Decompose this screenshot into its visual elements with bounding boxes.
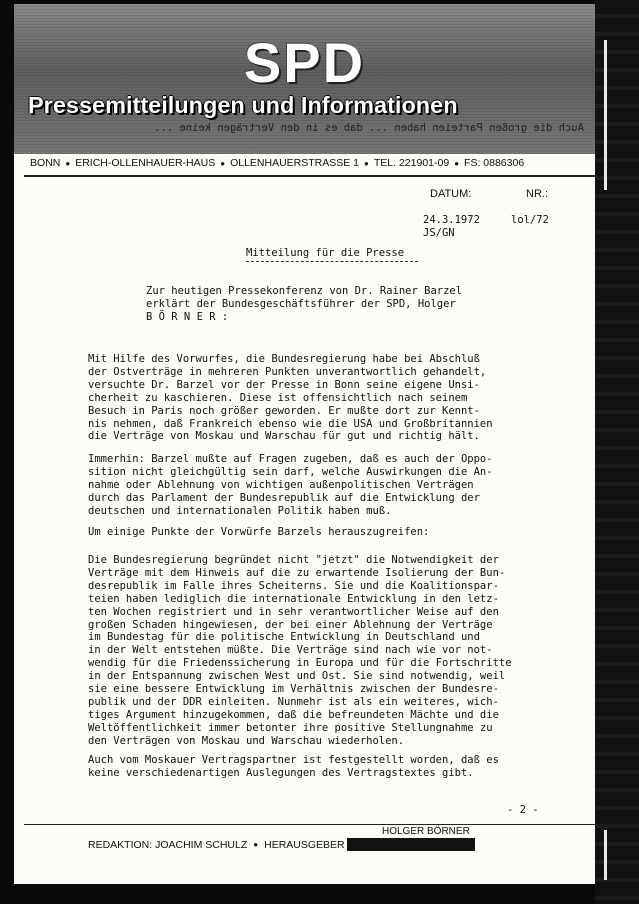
body-paragraph-2: Immerhin: Barzel mußte auf Fragen zugeben, daß es auch der Oppo- sition nicht gleichgültig sein darf, welche Auswirkungen die An- nahme oder Ablehnung von wichtigen außenpolitischen Verträgen durch das Parlament der Bundesrepublik auf die Entwicklung der deutschen und internationalen Politik haben muß. (88, 453, 493, 517)
address-bar (30, 157, 590, 169)
bullet-separator: ● (253, 840, 259, 849)
release-date: 24.3.1972 (423, 214, 480, 226)
body-paragraph-5: Auch vom Moskauer Vertragspartner ist festgestellt worden, daß es keine verschiedenartigen Auslegungen des Vertragstextes gibt. (88, 754, 499, 779)
release-number: lol/72 (511, 214, 549, 226)
letterhead-title: Pressemitteilungen und Informationen (28, 92, 458, 118)
nr-label: NR.: (526, 188, 548, 200)
spd-logo: SPD (243, 31, 366, 94)
typist-initials: JS/GN (423, 227, 455, 239)
document-heading: Mitteilung für die Presse (246, 247, 405, 259)
press-release-page (14, 4, 595, 884)
address-telex: FS: 0886306 (464, 157, 525, 169)
scan-edge (595, 0, 639, 904)
header-rule (24, 175, 595, 177)
heading-underline (246, 261, 418, 262)
redaction-bar (347, 838, 475, 851)
footer-herausgeber: HERAUSGEBER (264, 838, 345, 851)
signer-name: HOLGER BÖRNER (382, 826, 470, 837)
bullet-separator: ● (220, 158, 226, 168)
bullet-separator: ● (364, 158, 369, 168)
scan-edge-highlight (604, 40, 607, 190)
body-paragraph-1: Mit Hilfe des Vorwurfes, die Bundesregierung habe bei Abschluß der Ostverträge in mehreren Punkten unverantwortlich gehandelt, versuchte Dr. Barzel vor der Presse in Bonn seine eigene Unsi- cherheit zu kaschieren. Diese ist offensichtlich nach seinem Besuch in Paris noch größer geworden. Er mußte dort zur Kennt- nis nehmen, daß Frankreich ebenso wie die USA und Großbritannien die Verträge von Moskau und Warschau für gut und richtig hält. (88, 353, 493, 443)
address-phone: TEL. 221901-09 (373, 157, 450, 169)
intro-paragraph: Zur heutigen Pressekonferenz von Dr. Rainer Barzel erklärt der Bundesgeschäftsführer der SPD, Holger B Ö R N E R : (146, 285, 463, 323)
address-building: ERICH-OLLENHAUER-HAUS (75, 157, 216, 169)
bullet-separator: ● (65, 158, 71, 168)
footer-rule (24, 824, 595, 825)
datum-label: DATUM: (430, 188, 472, 200)
mirrored-bleed-text: Auch die großen Parteien haben ... dab es in den Verträgen keine ... (154, 122, 584, 134)
address-city: BONN (30, 157, 61, 169)
scan-edge-highlight (604, 830, 607, 880)
address-street: OLLENHAUERSTRASSE 1 (230, 157, 360, 169)
bullet-separator: ● (454, 158, 460, 168)
footer-line (88, 838, 475, 851)
page-marker: - 2 - (507, 804, 539, 816)
body-paragraph-4: Die Bundesregierung begründet nicht "jetzt" die Notwendigkeit der Verträge mit dem Hinweis auf die zu erwartende Isolierung der Bun- desrepublik im Falle ihres Scheiterns. Sie und die Koalitionspar- teien haben lediglich die internationale Entwicklung in den letz- ten Wochen registriert und in sehr verantwortlicher Weise auf den großen Schaden hingewiesen, der bei einer Ablehnung der Verträge im Bundestag für die politische Entwicklung in Deutschland und in der Welt entstehen müßte. Die Verträge sind nach wie vor not- wendig für die Friedenssicherung in Europa und für die Fortschritte in der Entspannung zwischen West und Ost. Sie sind notwendig, weil sie eine bessere Entwicklung im Verhältnis zwischen der Bundesre- publik und der DDR einleiten. Nunmehr ist als ein weiteres, wich- tiges Argument hinzugekommen, daß die befreundeten Mächte und die Weltöffentlichkeit immer betonter ihre positive Stellungnahme zu den Verträgen von Moskau und Warschau wiederholen. (88, 554, 512, 747)
body-paragraph-3: Um einige Punkte der Vorwürfe Barzels herauszugreifen: (88, 526, 430, 538)
footer-redaktion: REDAKTION: JOACHIM SCHULZ (88, 838, 248, 851)
letterhead-banner (14, 4, 595, 154)
